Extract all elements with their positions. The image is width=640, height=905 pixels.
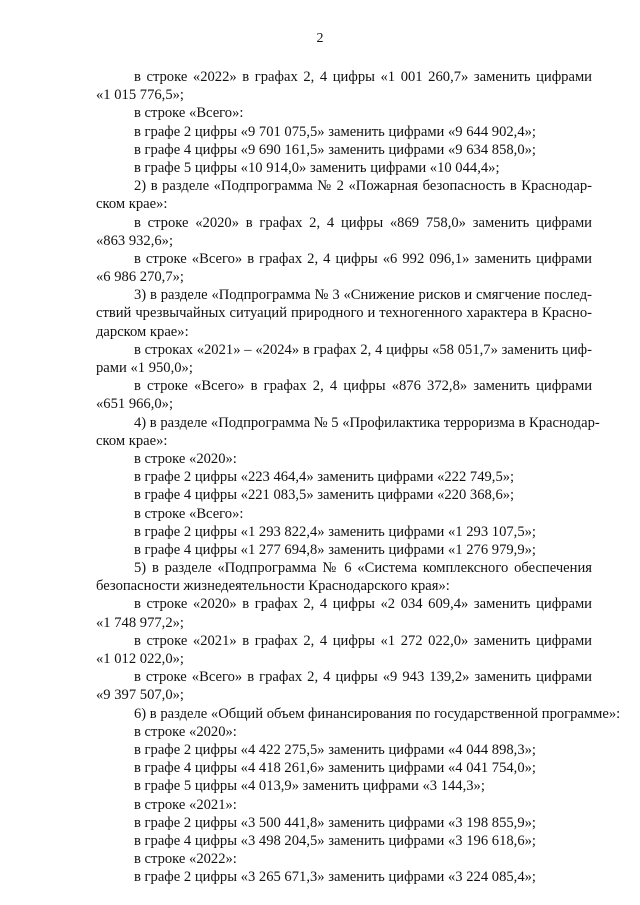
text-line: 4) в разделе «Подпрограмма № 5 «Профилактика терроризма в Краснодар- xyxy=(134,414,600,431)
text-line: дарском крае»: xyxy=(96,323,189,340)
text-line: 5) в разделе «Подпрограмма № 6 «Система комплексного обеспечения xyxy=(134,560,592,577)
text-line: в строке «2020»: xyxy=(134,723,237,740)
document-body xyxy=(96,68,621,886)
text-line: «6 986 270,7»; xyxy=(96,269,184,286)
text-line: 6) в разделе «Общий объем финансирования по государственной программе»: xyxy=(134,705,621,722)
text-line: в графе 2 цифры «9 701 075,5» заменить цифрами «9 644 902,4»; xyxy=(134,123,536,140)
text-line: в строке «2022» в графах 2, 4 цифры «1 001 260,7» заменить цифрами xyxy=(134,69,592,85)
text-line: в графе 2 цифры «3 265 671,3» заменить цифрами «3 224 085,4»; xyxy=(134,869,536,886)
text-line: в графе 5 цифры «4 013,9» заменить цифрами «3 144,3»; xyxy=(134,778,485,795)
text-line: рами «1 950,0»; xyxy=(96,360,193,376)
text-line: в графе 4 цифры «9 690 161,5» заменить цифрами «9 634 858,0»; xyxy=(134,141,536,158)
text-line: «863 932,6»; xyxy=(96,232,174,249)
text-line: в строке «Всего»: xyxy=(134,505,244,522)
text-line: ском крае»: xyxy=(96,432,168,449)
text-line: в графе 2 цифры «4 422 275,5» заменить цифрами «4 044 898,3»; xyxy=(134,741,536,758)
page-number: 2 xyxy=(316,31,324,46)
text-line: ском крае»: xyxy=(96,196,168,213)
text-line: в строке «2021»: xyxy=(134,796,237,813)
text-line: в строке «Всего» в графах 2, 4 цифры «9 943 139,2» заменить цифрами xyxy=(134,669,592,686)
text-line: в строке «Всего»: xyxy=(134,105,244,122)
text-line: в строке «2020»: xyxy=(134,450,237,467)
text-line: безопасности жизнедеятельности Краснодарского края»: xyxy=(96,578,450,595)
text-line: в графе 4 цифры «1 277 694,8» заменить цифрами «1 276 979,9»; xyxy=(134,541,536,558)
text-line: 2) в разделе «Подпрограмма № 2 «Пожарная безопасность в Краснодар- xyxy=(134,178,592,195)
text-line: «1 015 776,5»; xyxy=(96,87,184,104)
text-line: в графе 2 цифры «223 464,4» заменить цифрами «222 749,5»; xyxy=(134,469,515,486)
text-line: «1 012 022,0»; xyxy=(96,651,184,667)
text-line: в строке «Всего» в графах 2, 4 цифры «876 372,8» заменить цифрами xyxy=(134,378,592,395)
text-line: «651 966,0»; xyxy=(96,396,174,413)
text-line: в графе 5 цифры «10 914,0» заменить цифрами «10 044,4»; xyxy=(134,159,500,176)
text-line: в графе 2 цифры «3 500 441,8» заменить цифрами «3 198 855,9»; xyxy=(134,814,536,831)
text-line: в графе 4 цифры «3 498 204,5» заменить цифрами «3 196 618,6»; xyxy=(134,832,536,849)
text-line: в строке «2020» в графах 2, 4 цифры «869 758,0» заменить цифрами xyxy=(134,214,592,231)
text-line: в строках «2021» – «2024» в графах 2, 4 цифры «58 051,7» заменить циф- xyxy=(134,341,592,358)
text-line: в строке «2022»: xyxy=(134,851,237,868)
text-line: в строке «2020» в графах 2, 4 цифры «2 034 609,4» заменить цифрами xyxy=(134,596,592,613)
text-line: в графе 4 цифры «4 418 261,6» заменить цифрами «4 041 754,0»; xyxy=(134,760,536,777)
text-line: в строке «Всего» в графах 2, 4 цифры «6 992 096,1» заменить цифрами xyxy=(134,250,592,267)
text-line: в графе 4 цифры «221 083,5» заменить цифрами «220 368,6»; xyxy=(134,487,515,504)
text-line: «9 397 507,0»; xyxy=(96,687,184,704)
text-line: «1 748 977,2»; xyxy=(96,614,184,631)
text-line: в графе 2 цифры «1 293 822,4» заменить цифрами «1 293 107,5»; xyxy=(134,523,536,540)
text-line: ствий чрезвычайных ситуаций природного и техногенного характера в Красно- xyxy=(96,305,592,322)
text-line: в строке «2021» в графах 2, 4 цифры «1 272 022,0» заменить цифрами xyxy=(134,632,592,649)
text-line: 3) в разделе «Подпрограмма № 3 «Снижение рисков и смягчение послед- xyxy=(134,287,592,304)
